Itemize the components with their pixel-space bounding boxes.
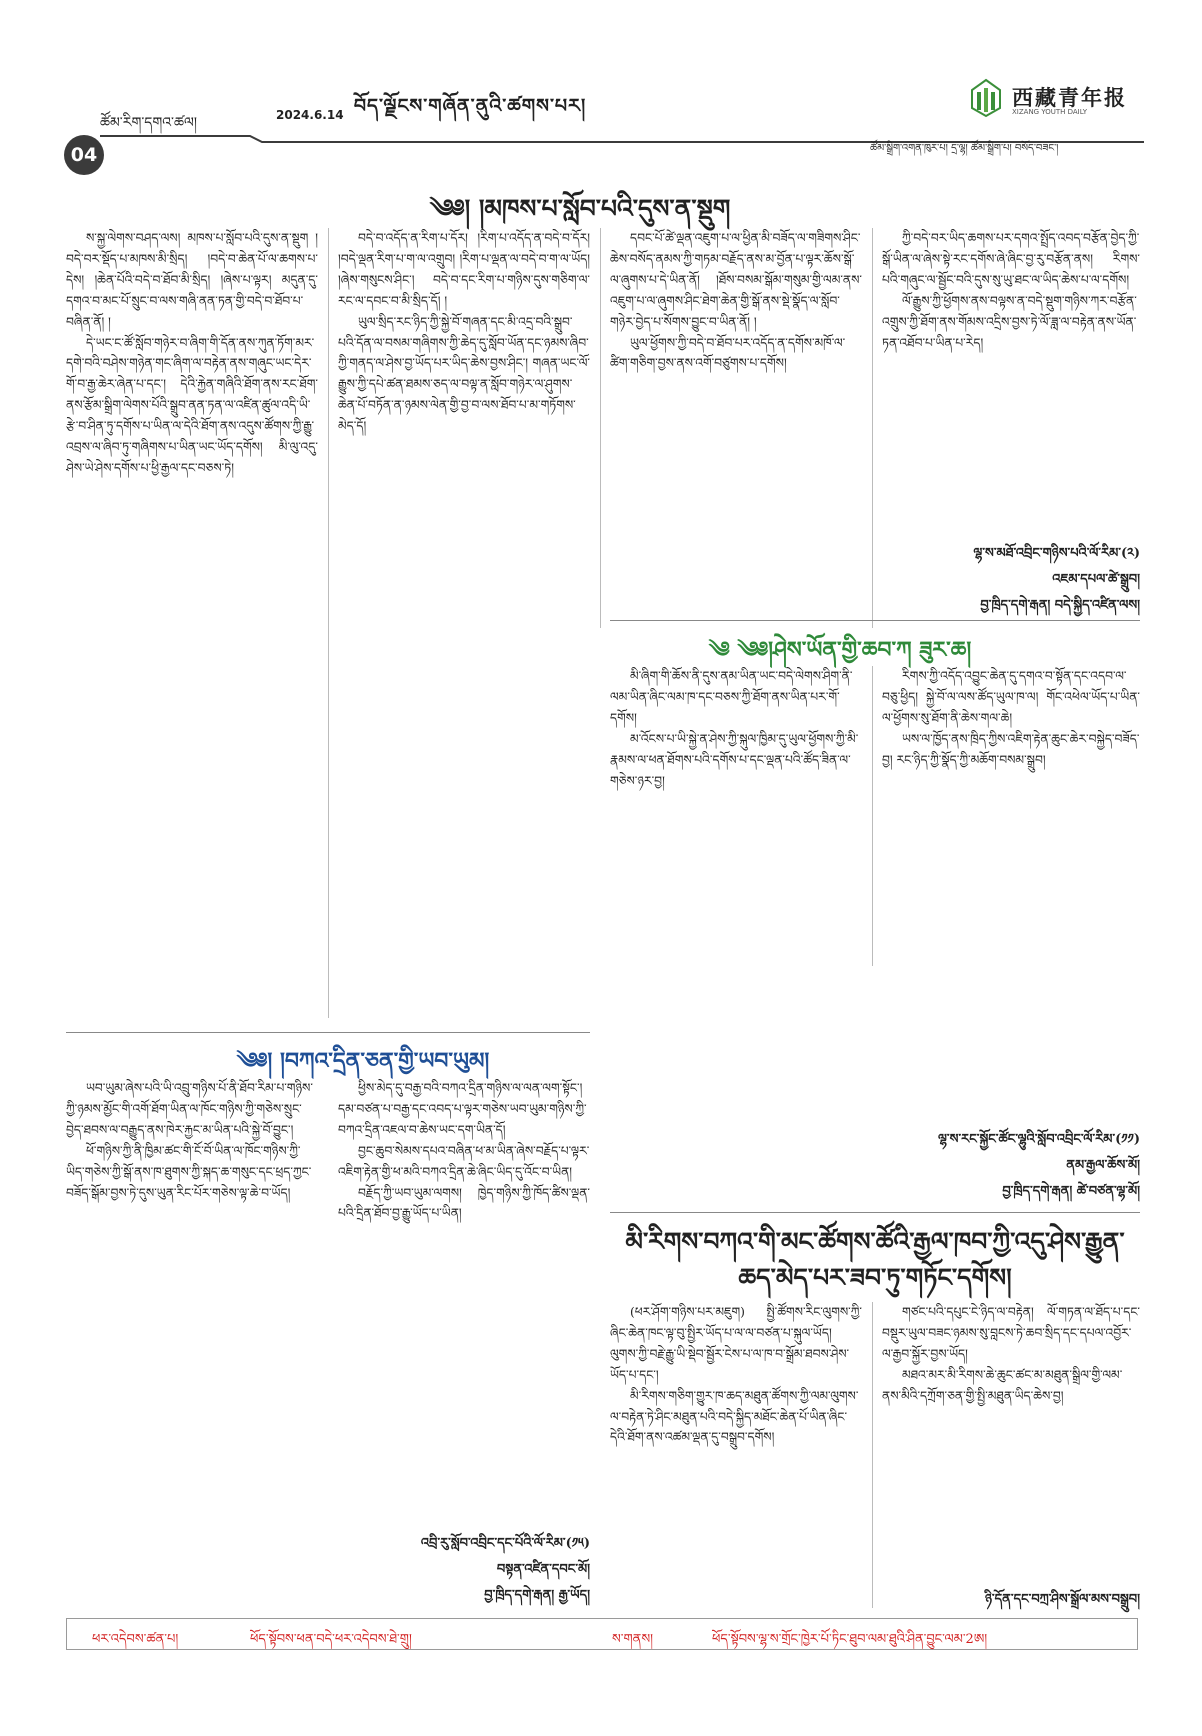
article2-col1-para: ཡབ་ཡུམ་ཞེས་པའི་ཡི་འབྲུ་གཉིས་པོ་ནི་ཐོབ་རིམ་པ་གཉིས་ཀྱི་ཉམས་མྱོང་གི་འགོ་ཐོག་ཡིན་ལ་ཁོང་གཉིས་ཀྱི་གཅེས་སྲུང་བྱེད་ཐབས་ལ་བརྒྱུད་ནས་ཁེར་རྐྱང་མ་ཡིན་པའི་སྐྱེ་བོ་བྱུང་། [66, 1081, 313, 1137]
article1-col4-para: ཀྱི་བདེ་བར་ཡིད་ཆགས་པར་དགའ་སྤྲོད་འབད་བརྩོན་བྱེད་ཀྱི་སྒོ་ཡིན་ལ་ཞེས་སྟེ་རང་དགོས་ཞེ་ཞིང་བྱ་རུ་བརྩོན་ནས། རིགས་པའི་གཞུང་ལ་སྦྱོང་བའི་དུས་སུ་ཡུ་ཐང་ལ་ཡིད་ཆེས་པ་ལ་དགོས། [882, 231, 1140, 287]
article1-title: ༄༅། །མཁས་པ་སློབ་པའི་དུས་ན་སྡུག [429, 194, 731, 223]
footer-left-text: ཕོད་སྟོབས་ཕན་བདེ་ཕར་འདེབས་ཐེ་གྲུ། [250, 1632, 412, 1647]
article1-col4-para: ལོ་རྒྱུས་ཀྱི་ཕྱོགས་ནས་བལྟས་ན་བདེ་སྡུག་གཉིས་ཀར་བརྩོན་འགྲུས་ཀྱི་ཐོག་ནས་གོམས་འདྲིས་བྱས་ཏེ་ལོ་ཟླ་ལ་བརྟེན་ནས་ཡོན་ཏན་འཐོབ་པ་ཡིན་པ་རེད། [882, 293, 1137, 350]
article1-col1 [66, 228, 318, 1026]
article1-col2-para: ཡུལ་སྲིད་རང་ཉིད་ཀྱི་སྐྱེ་བོ་གཞན་དང་མི་འདྲ་བའི་སྒྲུབ་པའི་དོན་ལ་བསམ་གཞིགས་ཀྱི་ཆེད་དུ་སློབ་ཡོན་དང་ཉམས་ཞིབ་ཀྱི་གནད་ལ་ཤེས་བྱ་ཡོད་པར་ཡིད་ཆེས་བྱས་ཤིང་། གཞན་ཡང་ལོ་རྒྱུས་ཀྱི་དཔེ་ཚན་ཐམས་ཅད་ལ་བལྟ་ན་སློབ་གཉེར་ལ་ཤུགས་ཆེན་པོ་བཏོན་ན་ཉམས་ལེན་གྱི་བྱ་བ་ལས་ཐོབ་པ་མ་གཏོགས་མེད་དོ། [338, 314, 590, 434]
article2-col1 [66, 1078, 318, 1608]
section-name: ཚོམ་རིག་དགའ་ཚལ། [100, 115, 197, 131]
article2-col2-para: བྱང་ཆུབ་སེམས་དཔའ་བཞིན་ཕ་མ་ཡིན་ཞེས་བརྗོད་པ་ལྟར་འཇིག་རྟེན་གྱི་ཕ་མའི་བཀའ་དྲིན་ཆེ་ཞིང་ཡིད་དུ་འོང་བ་ཡིན། [338, 1143, 590, 1179]
article3-byline-school: ལྷ་ས་རང་སྐྱོང་ཚོང་ལྷུའི་སློབ་འབྲིང་ལོ་རིམ་(༡༡) [938, 1132, 1140, 1147]
brand-name: 西藏青年报 [1012, 85, 1127, 110]
brand-subtitle: XIZANG YOUTH DAILY [1012, 108, 1087, 116]
column-divider [872, 666, 873, 966]
article1-col4 [882, 228, 1140, 518]
article3-col1-para: མི་ཞིག་གི་ཆོས་ནི་དུས་ནམ་ཡིན་ཡང་བདེ་ལེགས་ཤིག་ནི་ལམ་ཡིན་ཞིང་ལམ་ཁ་དང་བཅས་ཀྱི་ཐོག་ནས་ཡིན་པར་གོ་དགོས། [610, 669, 853, 725]
article1-col2-para: བདེ་བ་འདོད་ན་རིག་པ་དོར། །རིག་པ་འདོད་ན་བདེ་བ་དོར། །བདེ་ལྡན་རིག་པ་ག་ལ་འགྲུབ། །རིག་པ་ལྡན་ལ་བདེ་བ་ག་ལ་ཡོད། །ཞེས་གསུངས་ཤིང་། བདེ་བ་དང་རིག་པ་གཉིས་དུས་གཅིག་ལ་རང་ལ་དབང་བ་མི་སྲིད་དོ། ། [338, 231, 590, 308]
article1-col3-para: དབང་པོ་ཚེ་ལྡན་འཇུག་པ་ལ་ཕྱིན་མི་བཟོད་ལ་གཟིགས་ཤིང་ཆེས་བསོད་ནམས་ཀྱི་གཏམ་བརྗོད་ནས་མ་བྱོན་པ་ལྟར་ཆོས་སྒོ་ལ་ཞུགས་པ་དེ་ཡིན་ནོ། །ཐོས་བསམ་སྒོམ་གསུམ་གྱི་ལམ་ནས་འཇུག་པ་ལ་ཞུགས་ཤིང་ཐེག་ཆེན་གྱི་སྒོ་ནས་སྡེ་སྣོད་ལ་སློབ་གཉེར་བྱེད་པ་སོགས་བྱུང་བ་ཡིན་ནོ། ། [610, 231, 862, 329]
article4-col2-para: མཐའ་མར་མི་རིགས་ཆེ་ཆུང་ཚང་མ་མཐུན་སྒྲིལ་གྱི་ལམ་ནས་མིའི་དཀྲོག་ཅན་གྱི་སྤྱི་མཐུན་ཡིད་ཆེས་བྱ། [882, 1367, 1123, 1403]
article2-byline-school: འབྲི་རུ་སློབ་འབྲིང་དང་པོའི་ལོ་རིམ་(༡༥) [420, 1536, 590, 1551]
article4-title-line2: ཆད་མེད་པར་ཟབ་ཏུ་གཏོང་དགོས། [738, 1263, 1012, 1292]
article1-col2 [338, 228, 590, 1018]
issue-date: 2024.6.14 [276, 108, 344, 122]
footer-right-text: ཕོད་སྟོབས་ལྷ་ས་གྲོང་ཁྱེར་པོ་ཏིང་ཐུབ་ལམ་ཐུའི་ཤིན་བྱུང་ལམ་2ཨ། [712, 1632, 988, 1647]
article4-title-line1: མི་རིགས་བཀའ་གི་མང་ཚོགས་ཚོའི་རྒྱལ་ཁབ་ཀྱི་འདུ་ཤེས་རྒྱུན་ [625, 1227, 1125, 1256]
article4-col2 [882, 1302, 1140, 1572]
article1-byline-school: ལྷ་ས་མཐོ་འབྲིང་གཉིས་པའི་ལོ་རིམ་(༢) [973, 546, 1140, 561]
footer-right-label: ས་གནས། [612, 1632, 653, 1647]
article2-byline-author: བསྟན་འཛིན་དབང་མོ། [496, 1562, 590, 1577]
article4-col1-para: མི་རིགས་གཅིག་གྱུར་ཁ་ཆད་མཐུན་ཚོགས་ཀྱི་ལམ་ལུགས་ལ་བརྟེན་ཏེ་ཤིང་མཐུན་པའི་བདེ་སྐྱིད་མཐོང་ཆེན་པོ་ཡིན་ཞིང་དེའི་ཐོག་ནས་འཚམ་ལྡན་དུ་བསྒྲུབ་དགོས། [610, 1388, 859, 1445]
article3-col1 [610, 666, 862, 966]
column-divider [328, 228, 329, 1018]
article3-top-rule [610, 620, 1140, 621]
page-number: 04 [64, 135, 104, 175]
article1-col1-para: དེ་ཡང་ང་ཚོ་སློབ་གཉེར་བ་ཞིག་གི་དོན་ནས་ཀུན་ཏོག་མར་དགེ་བའི་བཤེས་གཉེན་གང་ཞིག་ལ་བརྟེན་ནས་གཞུང་ཡང་དེར་གོ་བ་རྒྱ་ཆེར་ཞེན་པ་དང་། དེའི་རྐྱེན་གཞིའི་ཐོག་ནས་རང་ཐོག་ནས་རྩོམ་སྒྲིག་ལེགས་པོའི་སྒྲུབ་ནན་ཏན་ལ་འཛིན་ཚུལ་འདི་ཡི་རྩེ་བ་ཤིན་ཏུ་དགོས་པ་ཡིན་ལ་དེའི་ཐོག་ནས་འདུས་ཚོགས་ཀྱི་རྒྱུ་འབྲས་ལ་ཞིབ་ཏུ་གཞིགས་པ་ཡིན་ཡང་ཡོད་དགོས། མི་ལུ་འདུ་ཤེས་ཡེ་ཤེས་དགོས་པ་ཕྱི་རྒྱལ་དང་བཅས་ཏེ། [66, 335, 318, 475]
article4-col1 [610, 1302, 862, 1608]
article2-byline-teacher: བྱ་ཁྲིད་དགེ་རྒན། རྒྱ་ཡོད། [484, 1588, 590, 1603]
article2-col2-para: ཕྱིས་མེད་དུ་བརྒྱ་བའི་བཀའ་དྲིན་གཉིས་ལ་ལན་ལག་སྟོང་། དམ་བཙན་པ་བརྒྱ་དང་འབད་པ་ལྟར་གཅེས་ཡབ་ཡུམ་གཉིས་ཀྱི་བཀའ་དྲིན་འཇལ་བ་ཆེས་ཡང་དག་ཡིན་དོ། [338, 1081, 587, 1137]
column-divider [872, 228, 873, 628]
article1-col3 [610, 228, 862, 618]
article4-col2-para: གཙང་པའི་དཔུང་ངེ་ཉིད་ལ་བརྟེན། ལོ་གཏན་ལ་ཐོད་པ་དང་བསྡུར་ཡུལ་བཟང་ཉམས་སུ་བླངས་ཏེ་ཆབ་སྲིད་དང་དཔལ་འབྱོར་ལ་རྒྱབ་སྐྱོར་བྱས་ཡོད། [882, 1305, 1140, 1361]
article3-col2 [882, 666, 1140, 916]
article3-col1-para: མ་འོངས་པ་ཡི་སྐྱེ་ན་ཤེས་ཀྱི་སྐུལ་ཁྱིམ་དུ་ཡུལ་ཕྱོགས་ཀྱི་མི་རྣམས་ལ་ཕན་ཐོགས་པའི་དགོས་པ་དང་ལྡན་པའི་ཚོད་ཟིན་ལ་གཅེས་ཉར་བྱ། [610, 731, 859, 788]
article2-col2-para: བརྗོད་ཀྱི་ཡབ་ཡུམ་ལགས། ཁྱེད་གཉིས་ཀྱི་ཁོད་ཚིས་ལྡན་པའི་དྲིན་ཐོབ་བྱ་རྒྱུ་ཡོད་པ་ཡིན། [338, 1185, 590, 1221]
article3-col2-para: ཡས་ལ་ཁྱོད་ནས་ཁྲིད་ཀྱིས་འཇིག་རྟེན་ཆུང་ཆེར་བསྐྱེད་བཟོད་བྱ། རང་ཉིད་ཀྱི་སྣོད་ཀྱི་མཆོག་བསམ་སྒྲུབ། [882, 731, 1140, 767]
article3-title: ༄ ༄༅།ཤེས་ཡོན་གྱི་ཆབ་ཀ ཟུར་ཆ། [708, 637, 972, 663]
article4-col1-para: (ཕར་ཤོག་གཉིས་པར་མཇུག) སྤྱི་ཚོགས་རིང་ལུགས་ཀྱི་ཞིང་ཆེན་ཁང་ལྟ་བུ་སྤྱིར་ཡོད་པ་ལ་ལ་བཙན་པ་སྐུལ་ཡོད། ལུགས་ཀྱི་བརྗེ་རྒྱུ་ཡི་སྡེབ་སྦྱོར་ངེས་པ་ལ་ཁ་བ་སྒྲོམ་ཐབས་ཤེས་ཡོད་པ་དང་། [610, 1305, 862, 1382]
article3-byline-teacher: བྱ་ཁྲིད་དགེ་རྒན། ཚེ་བཙན་ལྷ་མོ། [1002, 1184, 1140, 1199]
brand-logo-icon [968, 78, 1004, 118]
article2-title: ༄༅། །བཀའ་དྲིན་ཅན་གྱི་ཡབ་ཡུམ། [236, 1048, 490, 1074]
article1-col3-para: ཡུལ་ཕྱོགས་ཀྱི་བདེ་བ་ཐོབ་པར་འདོད་ན་དགོས་མཁོ་ལ་ཚིག་གཅིག་བྱས་ནས་འགོ་བཙུགས་པ་དགོས། [610, 335, 846, 371]
article3-col2-para: རིགས་ཀྱི་འདོད་འབྱུང་ཆེན་དུ་དགའ་བ་སྟོན་དང་འདབ་ལ་བཅུ་ཕྱིད། སྐྱེ་བོ་ལ་ལས་ཚོད་ཡུལ་ཁ་ལ། གོང་འཕེལ་ཡོད་པ་ཡིན་ལ་ཕྱོགས་སུ་ཐོག་ནི་ཆེས་གལ་ཆེ། [882, 669, 1140, 725]
editor-credits: ཚོམ་སྒྲིག་འགན་ཁུར་པ། དྲ་ལྷ། ཚོམ་སྒྲིག་པ། བསོད་བཟང་། [870, 143, 1059, 154]
article2-top-rule [66, 1032, 590, 1033]
article2-col2 [338, 1078, 590, 1458]
article4-title [610, 1224, 1140, 1296]
article1-col1-para: ས་སྐྱ་ལེགས་བཤད་ལས། མཁས་པ་སློབ་པའི་དུས་ན་སྡུག །བདེ་བར་སྡོད་པ་མཁས་མི་སྲིད། །བདེ་བ་ཆེན་པོ་ལ་ཆགས་པ་དེས། །ཆེན་པོའི་བདེ་བ་ཐོབ་མི་སྲིད། །ཞེས་པ་ལྟར། མདུན་དུ་དགའ་བ་མང་པོ་སྲུང་བ་ལས་གཞི་ནན་ཏན་གྱི་བདེ་བ་ཐོབ་པ་བཞིན་ནོ། ། [66, 231, 318, 329]
article2-col1-para: ཕོ་གཉིས་ཀྱི་ནི་ཁྱིམ་ཚང་གི་ངོ་བོ་ཡིན་ལ་ཁོང་གཉིས་ཀྱི་ཡིད་གཅེས་ཀྱི་སྒོ་ནས་ཁ་ཐུགས་ཀྱི་སྐད་ཆ་གསུང་དང་ཕྲད་ཀྱང་བཟོད་སྒོམ་བྱས་ཏེ་དུས་ཡུན་རིང་པོར་གཅེས་ལྟ་ཆེ་བ་ཡོད། [66, 1143, 312, 1200]
footer-left-label: ཕར་འདེབས་ཚན་པ། [92, 1632, 179, 1647]
masthead-calligraphy: བོད་ལྗོངས་གཞོན་ནུའི་ཚགས་པར། [353, 95, 587, 117]
article4-byline: ཉི་དོན་དང་བཀྲ་ཤིས་སྒྲོལ་མས་བསྒྲུབ། [984, 1592, 1140, 1607]
article4-top-rule [610, 1212, 1140, 1213]
article3-byline-author: ནམ་རྒྱལ་ཆོས་མོ། [1066, 1158, 1140, 1173]
article1-byline-teacher: བྱ་ཁྲིད་དགེ་རྒན། བདེ་སྐྱིད་འཛིན་ལས། [980, 598, 1140, 613]
column-divider [600, 228, 601, 628]
column-divider [872, 1302, 873, 1608]
article1-byline-author: འཇམ་དཔལ་ཚེ་སྒྲུབ། [1052, 572, 1140, 587]
